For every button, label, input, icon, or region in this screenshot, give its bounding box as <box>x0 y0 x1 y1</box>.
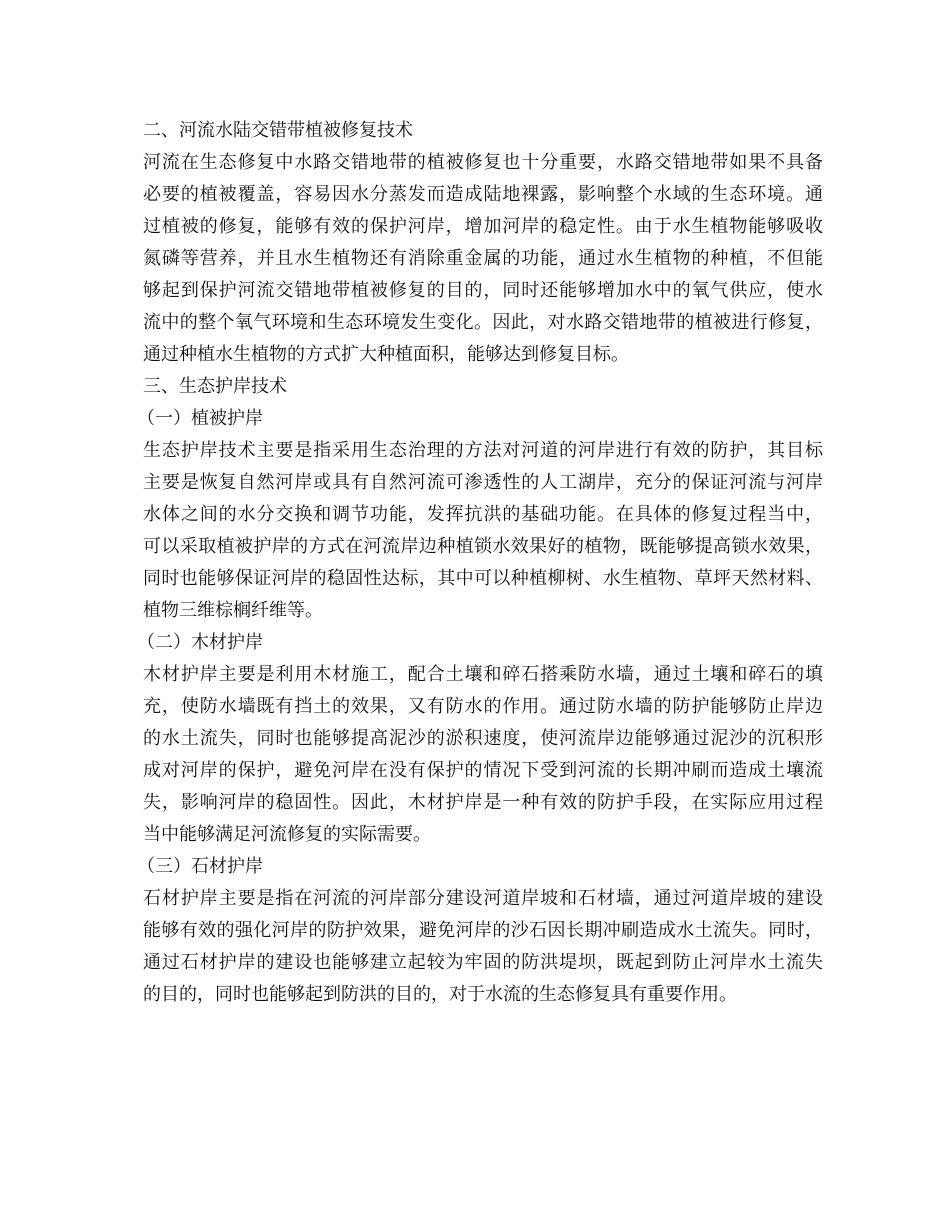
subsection-heading <box>137 627 823 659</box>
text-line: 石材护岸主要是指在河流的河岸部分建设河道岸坡和石材墙，通过河道岸坡的建设 <box>143 888 823 909</box>
text-line: 失，影响河岸的稳固性。因此，木材护岸是一种有效的防护手段，在实际应用过程 <box>143 792 823 813</box>
paragraph <box>143 435 823 627</box>
text-line: 植物三维棕榈纤维等。 <box>143 600 323 621</box>
text-line: （一）植被护岸 <box>137 408 263 429</box>
text-line: 生态护岸技术主要是指采用生态治理的方法对河道的河岸进行有效的防护，其目标 <box>143 440 823 461</box>
text-line: 主要是恢复自然河岸或具有自然河流可渗透性的人工湖岸，充分的保证河流与河岸 <box>143 472 823 493</box>
text-line: 水体之间的水分交换和调节功能，发挥抗洪的基础功能。在具体的修复过程当中， <box>143 504 823 525</box>
subsection-heading <box>137 851 823 883</box>
document-body <box>137 115 823 1011</box>
text-line: 过植被的修复，能够有效的保护河岸，增加河岸的稳定性。由于水生植物能够吸收 <box>143 216 823 237</box>
text-line: 必要的植被覆盖，容易因水分蒸发而造成陆地裸露，影响整个水域的生态环境。通 <box>143 184 823 205</box>
subsection-heading <box>137 403 823 435</box>
text-line: 的目的，同时也能够起到防洪的目的，对于水流的生态修复具有重要作用。 <box>143 984 737 1005</box>
text-line: 当中能够满足河流修复的实际需要。 <box>143 824 431 845</box>
text-line: 够起到保护河流交错地带植被修复的目的，同时还能够增加水中的氧气供应，使水 <box>143 280 823 301</box>
text-line: 流中的整个氧气环境和生态环境发生变化。因此，对水路交错地带的植被进行修复， <box>143 312 823 333</box>
text-line: 氮磷等营养，并且水生植物还有消除重金属的功能，通过水生植物的种植，不但能 <box>143 248 823 269</box>
text-line: 可以采取植被护岸的方式在河流岸边种植锁水效果好的植物，既能够提高锁水效果， <box>143 536 823 557</box>
text-line: （三）石材护岸 <box>137 856 263 877</box>
paragraph <box>143 147 823 371</box>
text-line: 充，使防水墙既有挡土的效果，又有防水的作用。通过防水墙的防护能够防止岸边 <box>143 696 823 717</box>
text-line: 三、生态护岸技术 <box>143 376 287 397</box>
text-line: 的水土流失，同时也能够提高泥沙的淤积速度，使河流岸边能够通过泥沙的沉积形 <box>143 728 823 749</box>
paragraph <box>143 883 823 1011</box>
text-line: 二、河流水陆交错带植被修复技术 <box>143 120 413 141</box>
text-line: 通过种植水生植物的方式扩大种植面积，能够达到修复目标。 <box>143 344 629 365</box>
text-line: 通过石材护岸的建设也能够建立起较为牢固的防洪堤坝，既起到防止河岸水土流失 <box>143 952 823 973</box>
text-line: 同时也能够保证河岸的稳固性达标，其中可以种植柳树、水生植物、草坪天然材料、 <box>143 568 823 589</box>
text-line: 能够有效的强化河岸的防护效果，避免河岸的沙石因长期冲刷造成水土流失。同时， <box>143 920 823 941</box>
text-line: 成对河岸的保护，避免河岸在没有保护的情况下受到河流的长期冲刷而造成土壤流 <box>143 760 823 781</box>
paragraph <box>143 659 823 851</box>
text-line: （二）木材护岸 <box>137 632 263 653</box>
section-heading <box>143 371 823 403</box>
text-line: 河流在生态修复中水路交错地带的植被修复也十分重要，水路交错地带如果不具备 <box>143 152 823 173</box>
text-line: 木材护岸主要是利用木材施工，配合土壤和碎石搭乘防水墙，通过土壤和碎石的填 <box>143 664 823 685</box>
section-heading <box>143 115 823 147</box>
